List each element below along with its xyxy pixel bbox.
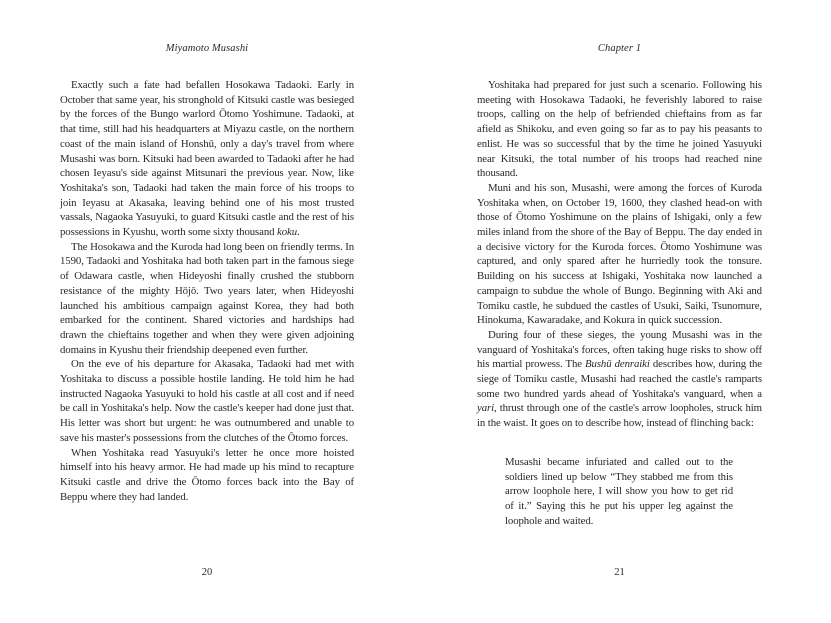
text-run: Yoshitaka had prepared for just such a scenario. Following his meeting with Hosokawa Tadaoki, he feverishly labored to raise troops, calling on the help of befriended chieftains from as far afield as Shikoku, and even going so far as to pay his peasants to enlist. He was so successful that by the time he joined Yasuyuki near Kitsuki, the total number of his troops had reached nine thousand. <box>477 79 762 180</box>
paragraph <box>477 181 762 328</box>
italic-term: koku <box>277 226 298 239</box>
paragraph <box>60 240 354 358</box>
text-run: During four of these sieges, the young Musashi was in the vanguard of Yoshitaka's forces, often taking huge risks to show off his martial prowess. The <box>477 328 762 371</box>
text-run: . <box>297 226 300 239</box>
page-number-left: 20 <box>201 567 213 578</box>
paragraph <box>60 357 354 445</box>
page-right <box>477 0 762 623</box>
page-left-paragraphs <box>60 78 354 504</box>
paragraph <box>477 328 762 431</box>
italic-term: Bushū denraiki <box>585 358 650 371</box>
italic-term: yari <box>477 402 494 415</box>
paragraph <box>505 455 733 529</box>
paragraph <box>477 78 762 181</box>
text-run: , thrust through one of the castle's arrow loopholes, struck him in the waist. It goes on to describe how, instead of flinching back: <box>477 402 762 430</box>
text-run: Musashi became infuriated and called out to the soldiers lined up below “They stabbed me from this arrow loophole here, I will show you how to get rid of it.” Saying this he put his upper leg against the loophole and waited. <box>505 455 733 527</box>
page-right-paragraphs <box>477 78 762 431</box>
page-left-body <box>60 78 354 504</box>
running-head-book-title: Miyamoto Musashi <box>165 43 249 54</box>
page-left <box>60 0 354 623</box>
block-quote <box>505 455 733 529</box>
page-right-body <box>477 78 762 528</box>
paragraph <box>60 446 354 505</box>
page-number-right: 21 <box>614 567 625 578</box>
paragraph <box>60 78 354 240</box>
text-run: Muni and his son, Musashi, were among the forces of Kuroda Yoshitaka when, on October 19, 1600, they clashed head-on with those of Ōtomo Yoshimune on the plains of Ishigaki, only a few miles inland from the shore of the Bay of Beppu. The day ended in a decisive victory for the Kuroda forces. Ōtomo Yoshimune was captured, and only spared after he hurriedly took the tonsure. Building on his success at Ishigaki, Yoshitaka now launched a campaign to subdue the whole of Bungo. Beginning with Aki and Tomiku castle, he subdued the castles of Usuki, Saiki, Tsunomure, Hinokuma, Kawaradake, and Kokura in quick succession. <box>477 181 762 327</box>
text-run: describes how, during the siege of Tomiku castle, Musashi had reached the castle's ramparts some two hundred yards ahead of Yoshitaka's vanguard, when a <box>477 358 762 400</box>
text-run: Exactly such a fate had befallen Hosokawa Tadaoki. Early in October that same year, his stronghold of Kitsuki castle was besieged by the forces of the Bungo warlord Ōtomo Yoshimune. Tadaoki, at that time, still had his headquarters at Miyazu castle, on the northern coast of the main island of Honshū, only a day's travel from where Musashi was born. Kitsuki had been awarded to Tadaoki after he had chosen Ieyasu's side against Mitsunari the previous year. Now, like Yoshitaka's son, Tadaoki had taken the main force of his troops to join Ieyasu at Akasaka, leaving behind one of his most trusted vassals, Nagaoka Yasuyuki, to guard Kitsuki castle and the rest of his possessions in Kyushu, worth some sixty thousand <box>60 79 354 239</box>
text-run: When Yoshitaka read Yasuyuki's letter he once more hoisted himself into his heavy armor. He had made up his mind to recapture Kitsuki castle and drive the Ōtomo forces back into the Bay of Beppu where they had landed. <box>60 446 354 503</box>
text-run: On the eve of his departure for Akasaka, Tadaoki had met with Yoshitaka to discuss a possible hostile landing. He told him he had instructed Nagaoka Yasuyuki to hold his castle at all cost and if need be call in Yoshitaka's help. Now the castle's keeper had done just that. His letter was short but urgent: he was outnumbered and unable to save his master's possessions from the clutches of the Ōtomo forces. <box>60 358 354 444</box>
text-run: The Hosokawa and the Kuroda had long been on friendly terms. In 1590, Tadaoki and Yoshitaka had both taken part in the famous siege of Odawara castle, when Hideyoshi finally crushed the stubborn resistance of the mighty Hōjō. Two years later, when Hideyoshi launched his ambitious campaign against Korea, they had both embarked for the continent. Shared victories and hardships had drawn the chieftains together and when they were given adjoining domains in Kyushu their friendship deepened even further. <box>60 240 354 356</box>
running-head-chapter: Chapter 1 <box>597 43 642 54</box>
